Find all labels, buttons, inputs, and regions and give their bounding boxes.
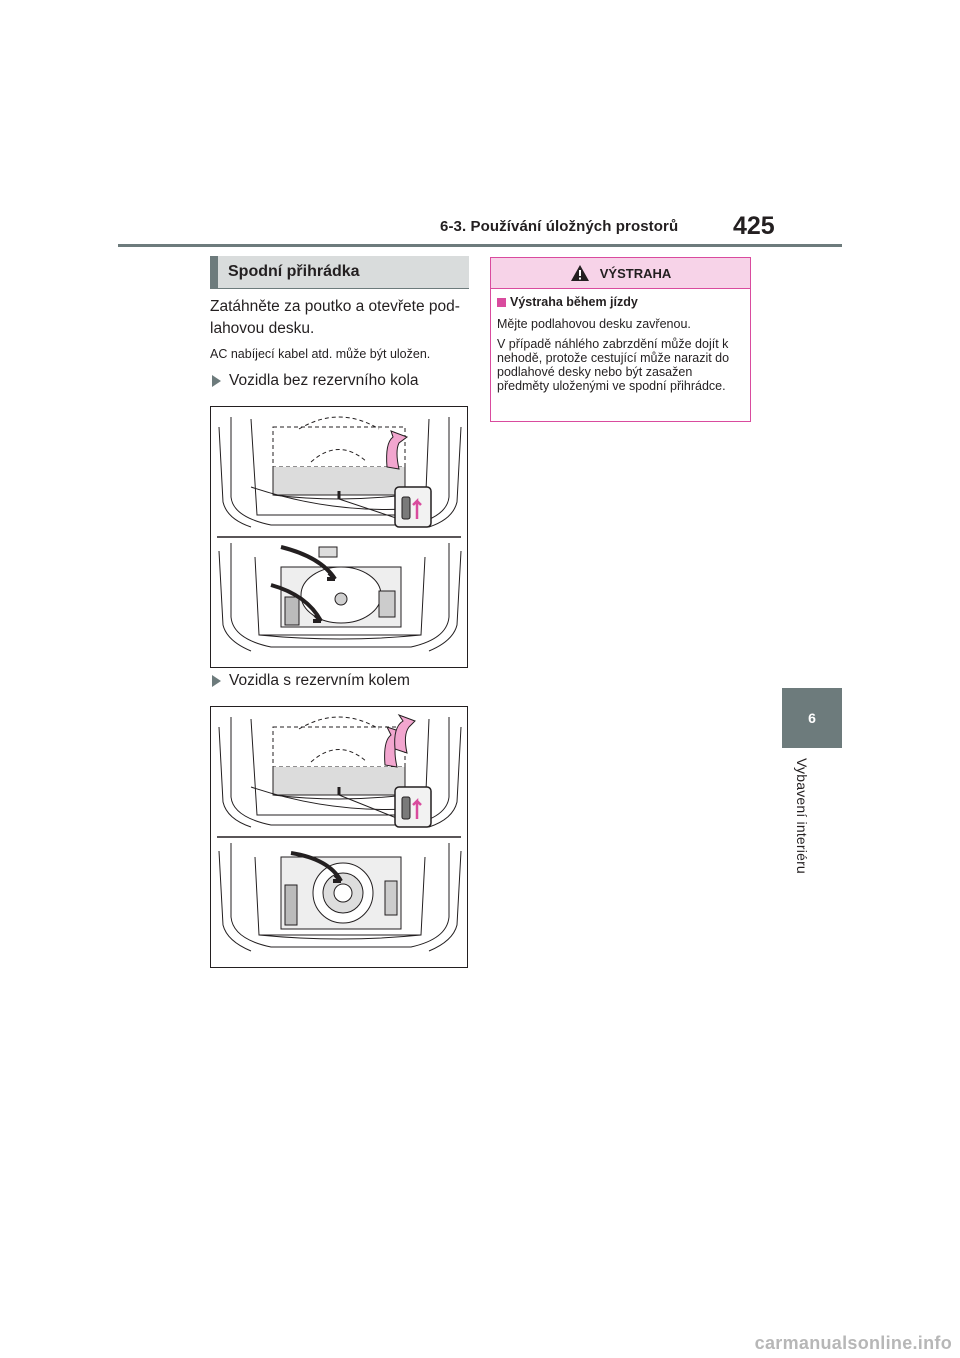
warning-subheading — [497, 295, 744, 309]
instruction-paragraph: Zatáhněte za poutko a otevřete pod-lahovou desku. — [210, 298, 460, 337]
warning-paragraph-1: Mějte podlahovou desku zavřenou. — [497, 317, 691, 331]
warning-box — [490, 257, 751, 422]
chapter-tab[interactable] — [782, 688, 842, 748]
bullet-label: Vozidla bez rezervního kola — [229, 372, 419, 389]
bullet-triangle-icon — [212, 675, 221, 687]
trunk-illustration-with-spare — [211, 707, 467, 967]
note-text: AC nabíjecí kabel atd. může být uložen. — [210, 347, 431, 361]
bullet-with-spare — [212, 672, 410, 690]
chapter-tab-number: 6 — [808, 710, 816, 726]
bullet-no-spare — [212, 372, 419, 390]
section-rule — [210, 288, 469, 289]
trunk-illustration-no-spare — [211, 407, 467, 667]
warning-subheading-text: Výstraha během jízdy — [510, 295, 638, 309]
square-bullet-icon — [497, 298, 506, 307]
section-heading — [210, 256, 469, 288]
section-title: Spodní přihrádka — [228, 263, 360, 280]
header-rule — [118, 244, 842, 247]
bullet-triangle-icon — [212, 375, 221, 387]
bullet-label: Vozidla s rezervním kolem — [229, 672, 410, 689]
page-number: 425 — [733, 212, 775, 240]
warning-title: VÝSTRAHA — [599, 265, 672, 281]
figure-no-spare — [210, 406, 468, 668]
warning-paragraph-2: V případě náhlého zabrzdění může dojít k nehodě, protože cestující může narazit do podlahové desky nebo být zasažen předměty uloženými ve spodní přihrádce. — [497, 337, 730, 393]
chapter-tab-label: Vybavení interiéru — [794, 758, 810, 874]
warning-triangle-icon — [570, 264, 590, 282]
chapter-header-title: 6-3. Používání úložných prostorů — [440, 218, 679, 235]
figure-with-spare — [210, 706, 468, 968]
warning-header — [491, 258, 750, 289]
watermark: carmanualsonline.info — [754, 1333, 952, 1353]
